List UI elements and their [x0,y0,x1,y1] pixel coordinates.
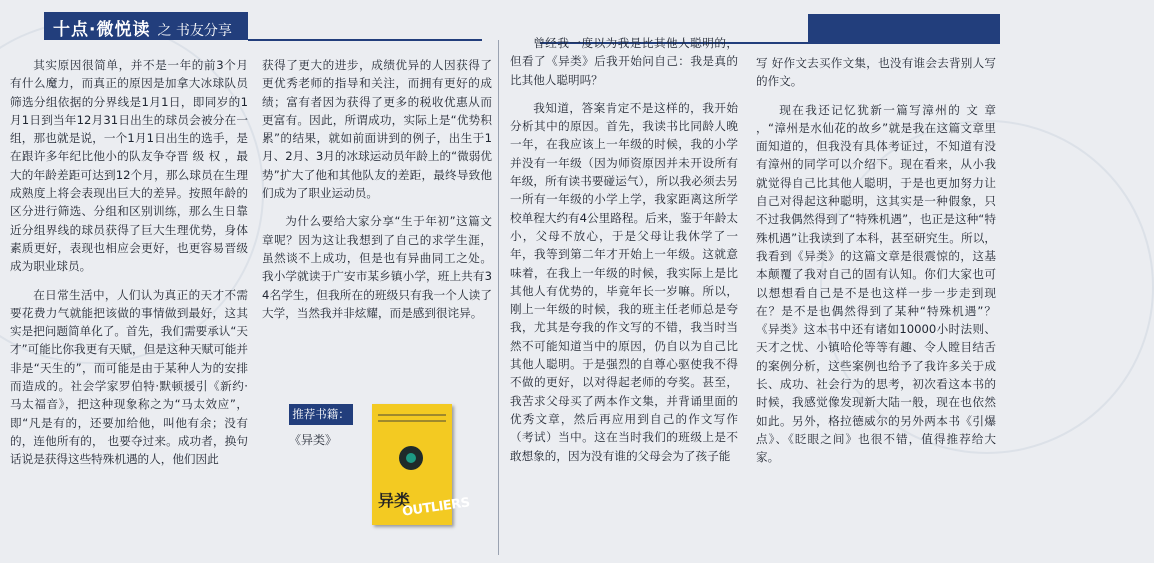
paragraph: 现在我还记忆犹新一篇写漳州的 文 章 ，“漳州是水仙花的故乡”就是我在这篇文章里面知道的，但我没有具体考证过，不知道有没有漳州的同学可以介绍下。现在看来，从小我就觉得自己比其他人聪明，于是也更加努力让自己对得起这种聪明，这其实是一种假象，只不过我偶然得到了“特殊机遇”，也正是这种“特殊机遇”让我读到了本科，甚至研究生。所以，我看到《异类》的这篇文章是很震惊的，这基本颠覆了我对自己的固有认知。你们大家也可以想想看自己是不是也这样一步一步走到现在？是不是也偶然得到了某种“特殊机遇”？《异类》这本书中还有诸如10000小时法则、天才之忧、小镇哈伦等等有趣、令人瞠目结舌的案例分析，这些案例也给予了我许多关于成长、成功、社会行为的思考，初次看这本书的时候，我感觉像发现新大陆一般，现在也依然如此。另外，格拉德威尔的另外两本书《引爆点》、《眨眼之间》也很不错，值得推荐给大家。 [756,102,996,465]
paragraph: 写 好作文去买作文集，也没有谁会去背别人写的作文。 [756,56,996,89]
text-column-3 [510,34,738,475]
cover-english-title: OUTLIERS [401,495,471,520]
recommended-book-title: 《异类》 [289,433,338,447]
paragraph: 为什么要给大家分享“生于年初”这篇文章呢？因为这让我想到了自己的求学生涯，虽然谈不上成功，但是也有异曲同工之处。我小学就读于广安市某乡镇小学，班上共有34名学生，但我所在的班级只有我一个人读了大学，当然我并非炫耀，而是感到很诧异。 [262,214,492,320]
cover-chinese-title: 异类 [378,491,411,510]
header-right-block [808,14,1000,44]
cover-text-line [378,414,446,416]
header-title-bar [44,12,248,40]
column-divider [498,40,499,555]
paragraph: 我知道，答案肯定不是这样的，我开始分析其中的原因。首先，我读书比同龄人晚一年，在我应该上一年级的时候，我的小学并没有一年级（因为师资原因并未开设所有年级，所有读书要碰运气），所以我必须去另一所有一年级的小学上学，我家距离这所学校单程大约有4公里路程。后来，鉴于年龄太小，父母不放心，于是父母让我休学了一年，我等到第二年才开始上一年级。这就意味着，在我上一年级的时候，我实际上是比其他人有优势的，毕竟年长一岁嘛。所以，刚上一年级的时候，我的班主任老师总是夸我，尤其是夸我的作文写的不错，我当时当然不可能知道当中的原因，仍自以为自己比其他人聪明。于是强烈的自尊心驱使我不得不做的更好，以对得起老师的夸奖。甚至，我苦求父母买了两本作文集，并背诵里面的优秀文章，然后再应用到自己的作文写作（考试）当中。这在当时我们的班级上是不敢想象的，因为没有谁的父母会为了孩子能 [510,100,738,463]
paragraph: 在日常生活中，人们认为真正的天才不需要花费力气就能把该做的事情做到最好，这其实是把问题简单化了。首先，我们需要承认“天才”可能比你我更有天赋，但是这种天赋可能并非是“天生的”，而可能是由于某种人为的安排而造成的。社会学家罗伯特·默顿援引《新约·马太福音》，把这种现象称之为“马太效应”，即“凡是有的，还要加给他，叫他有余；没有的，连他所有的， 也要夺过来。成功者，换句话说是获得这些特殊机遇的人，他们因此 [10,287,248,467]
text-column-2 [262,56,492,332]
page-title: 十点·微悦读 [53,20,151,40]
cover-dot-center [406,453,416,463]
book-cover-image [372,404,471,525]
page-subtitle: 之 书友分享 [157,23,232,39]
cover-text-line [378,420,446,422]
paragraph: 其实原因很简单，并不是一年的前3个月有什么魔力，而真正的原因是加拿大冰球队员筛选分组依据的分界线是1月1日，即同岁的1月1日到当年12月31日出生的球员会被分在一组，那也就是说，一个1月1日出生的选手，是在跟许多年纪比他小的队友争夺晋 级 权 ，最大的年龄差距可达到12个月，那么球员在生理成熟度上将会表现出巨大的差异。按照年龄的区分进行筛选、分组和区别训练，那么生日靠近分组界线的球员获得了巨大生理优势，身体素质更好，表现也相应会更好，也更容易晋级成为职业球员。 [10,58,248,274]
recommended-books-label: 推荐书籍： [289,404,353,425]
paragraph: 曾经我一度以为我是比其他人聪明的，但看了《异类》后我开始问自己：我是真的比其他人聪明吗？ [510,36,738,87]
text-column-1 [10,56,248,479]
text-column-4 [756,54,996,477]
paragraph: 获得了更大的进步，成绩优异的人因获得了更优秀老师的指导和关注，而拥有更好的成绩；富有者因为获得了更多的税收优惠从而更富有。因此，所谓成功，实际上是“优势积累”的结果，就如前面讲到的例子，出生于1月、2月、3月的冰球运动员年龄上的“微弱优势”扩大了他和其他队友的差距，最终导致他们成为了职业运动员。 [262,58,492,201]
header-rule [248,39,482,41]
